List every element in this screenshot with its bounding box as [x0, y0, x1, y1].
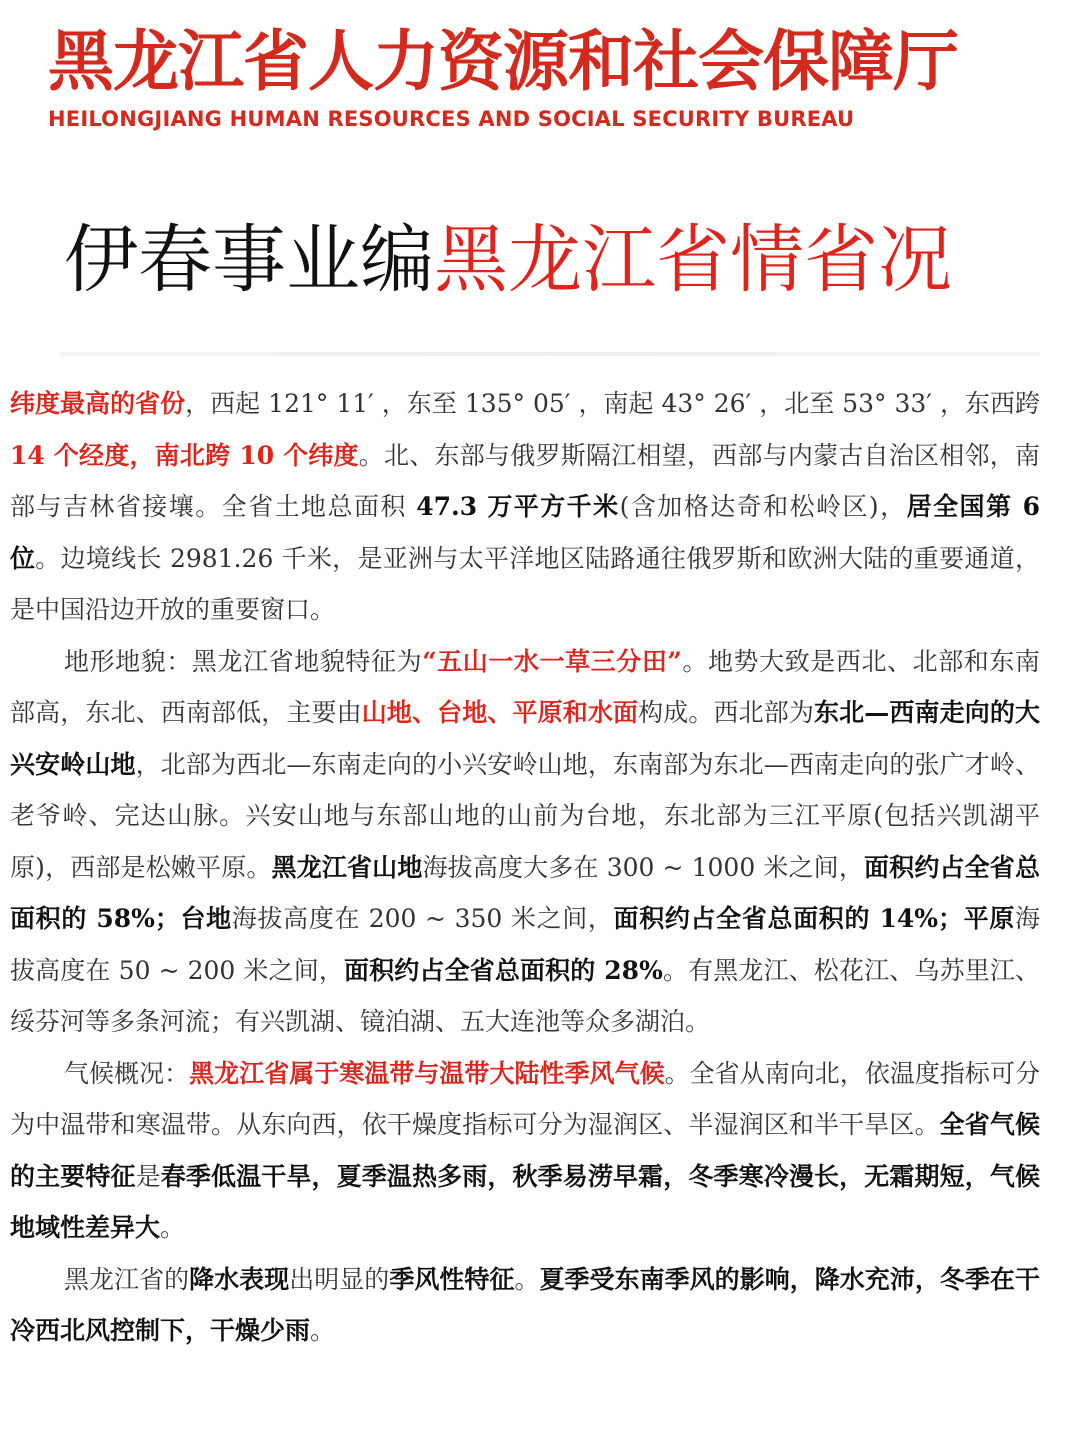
- text-span: ，北部为西北—东南走向的小兴安岭山地，东南部为东北—西南走向的张广才岭、老爷岭、完达山脉。兴安山地与东部山地的山前为台地，东北部为三江平原(包括兴凯湖平原)，西部是松嫩平原。: [10, 749, 1040, 882]
- org-name-en: HEILONGJIANG HUMAN RESOURCES AND SOCIAL SECURITY BUREAU: [48, 107, 855, 131]
- paragraph-precipitation: [10, 1254, 1040, 1357]
- title-prefix: 伊春事业编: [64, 217, 434, 303]
- text-span: 面积约占全省总面积的 14%；平原: [613, 904, 1015, 933]
- paragraph-climate: [10, 1048, 1040, 1254]
- title-highlight: 黑龙江省情省况: [434, 217, 952, 303]
- text-span: 。: [514, 1264, 540, 1294]
- paragraph-terrain: [10, 636, 1040, 1048]
- article-body: [10, 378, 1040, 1357]
- text-span: 14 个经度，南北跨 10 个纬度: [10, 440, 359, 470]
- text-span: 降水表现: [189, 1264, 290, 1294]
- text-span: “五山一水一草三分田”: [422, 646, 682, 676]
- text-span: 是: [135, 1161, 161, 1191]
- text-span: 47.3 万平方千米: [416, 492, 620, 521]
- text-span: 黑龙江省属于寒温带与温带大陆性季风气候: [189, 1058, 665, 1088]
- header: [48, 22, 958, 132]
- text-span: 海拔高度在 200 ~ 350 米之间，: [231, 904, 614, 933]
- text-span: 。地势大致是西北、北部和东南部高，东北、西南部低，主要由: [10, 646, 1040, 727]
- text-span: (含加格达奇和松岭区)，: [619, 492, 907, 521]
- text-span: 。: [310, 1316, 336, 1345]
- text-span: 。: [160, 1213, 186, 1242]
- paragraph-overview: [10, 378, 1040, 636]
- org-name-cn: 黑龙江省人力资源和社会保障厅: [48, 23, 958, 100]
- text-span: 面积约占全省总面积的 28%: [344, 955, 663, 985]
- text-span: 面积约占全省总面积的 58%；台地: [10, 852, 1040, 933]
- text-span: 东北—西南走向的大兴安岭山地: [10, 698, 1040, 779]
- text-span: 季风性特征: [389, 1264, 515, 1294]
- text-span: 居全国第 6 位: [10, 492, 1040, 573]
- text-span: 春季低温干旱，夏季温热多雨，秋季易涝早霜，冬季寒冷漫长，无霜期短，气候地域性差异大: [10, 1161, 1040, 1242]
- text-span: 。全省从南向北，依温度指标可分为中温带和寒温带。从东向西，依干燥度指标可分为湿润区、半湿润区和半干旱区。: [10, 1058, 1040, 1139]
- text-span: 夏季受东南季风的影响，降水充沛，冬季在干冷西北风控制下，干燥少雨: [10, 1264, 1040, 1345]
- page-title: [64, 210, 1054, 310]
- text-span: 黑龙江省山地: [271, 852, 423, 882]
- divider: [60, 352, 1040, 356]
- text-span: 。边境线长 2981.26 千米，是亚洲与太平洋地区陆路通往俄罗斯和欧洲大陆的重要通道，是中国沿边开放的重要窗口。: [10, 543, 1040, 624]
- text-span: 海拔高度在 50 ~ 200 米之间，: [10, 904, 1040, 985]
- text-span: 构成。西北部为: [638, 698, 814, 727]
- text-span: 全省气候的主要特征: [10, 1110, 1040, 1191]
- text-span: 山地、台地、平原和水面: [361, 698, 639, 727]
- text-span: 。有黑龙江、松花江、乌苏里江、绥芬河等多条河流；有兴凯湖、镜泊湖、五大连池等众多湖泊。: [10, 955, 1041, 1036]
- text-span: 纬度最高的省份: [10, 389, 186, 418]
- text-span: 地形地貌：黑龙江省地貌特征为: [64, 646, 423, 676]
- text-span: 出明显的: [289, 1264, 390, 1294]
- text-span: 海拔高度大多在 300 ~ 1000 米之间，: [422, 852, 864, 882]
- text-span: ，西起 121° 11′ ，东至 135° 05′ ，南起 43° 26′ ，北至 53° 33′ ，东西跨: [185, 389, 1040, 418]
- text-span: 黑龙江省的: [64, 1264, 190, 1294]
- text-span: 。北、东部与俄罗斯隔江相望，西部与内蒙古自治区相邻，南部与吉林省接壤。全省土地总面积: [10, 440, 1040, 521]
- text-span: 气候概况：: [64, 1058, 190, 1088]
